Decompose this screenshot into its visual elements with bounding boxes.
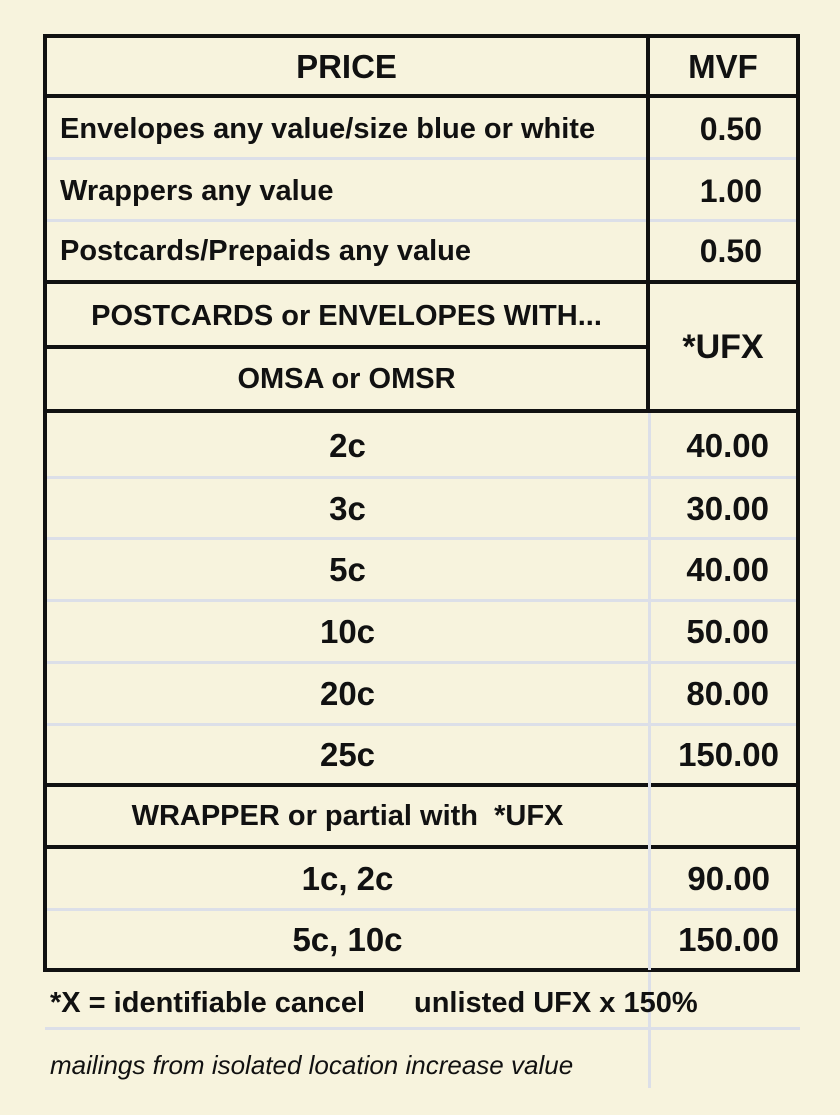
ufx-value: 150.00 — [678, 736, 779, 773]
denomination: 1c, 2c — [301, 860, 394, 897]
section-header: WRAPPER or partial with *UFX — [131, 799, 564, 832]
section-subheader: OMSA or OMSR — [237, 363, 456, 395]
ufx-value: 30.00 — [686, 489, 769, 527]
table-border — [43, 968, 800, 972]
ufx-value: 90.00 — [687, 860, 770, 897]
table-border — [43, 409, 800, 413]
denomination: 20c — [319, 675, 376, 712]
row-label: Wrappers any value — [60, 174, 334, 207]
unlisted-footnote: unlisted UFX x 150% — [414, 986, 698, 1019]
denomination: 5c — [329, 551, 366, 588]
denomination: 25c — [319, 736, 376, 773]
price-header: PRICE — [296, 47, 397, 85]
denomination: 10c — [319, 613, 376, 650]
ufx-value: 80.00 — [686, 675, 769, 712]
table-border — [796, 34, 800, 972]
mvf-header: MVF — [688, 47, 758, 85]
ufx-value: 150.00 — [678, 921, 779, 958]
row-label: Envelopes any value/size blue or white — [60, 112, 596, 145]
row-value: 0.50 — [699, 233, 762, 269]
ufx-value: 50.00 — [686, 613, 769, 650]
ufx-header: *UFX — [682, 327, 764, 366]
ufx-value: 40.00 — [686, 551, 769, 588]
ufx-value: 40.00 — [686, 427, 769, 464]
denomination: 5c, 10c — [292, 921, 403, 958]
table-border — [43, 94, 800, 98]
row-label: Postcards/Prepaids any value — [60, 234, 472, 267]
row-value: 0.50 — [699, 111, 762, 147]
denomination: 2c — [329, 427, 366, 464]
row-value: 1.00 — [699, 173, 762, 209]
denomination: 3c — [329, 489, 366, 527]
cancel-footnote: *X = identifiable cancel — [50, 986, 366, 1019]
section-header: POSTCARDS or ENVELOPES WITH... — [91, 300, 602, 332]
isolated-footnote: mailings from isolated location increase value — [50, 1050, 574, 1080]
table-border — [43, 345, 648, 349]
